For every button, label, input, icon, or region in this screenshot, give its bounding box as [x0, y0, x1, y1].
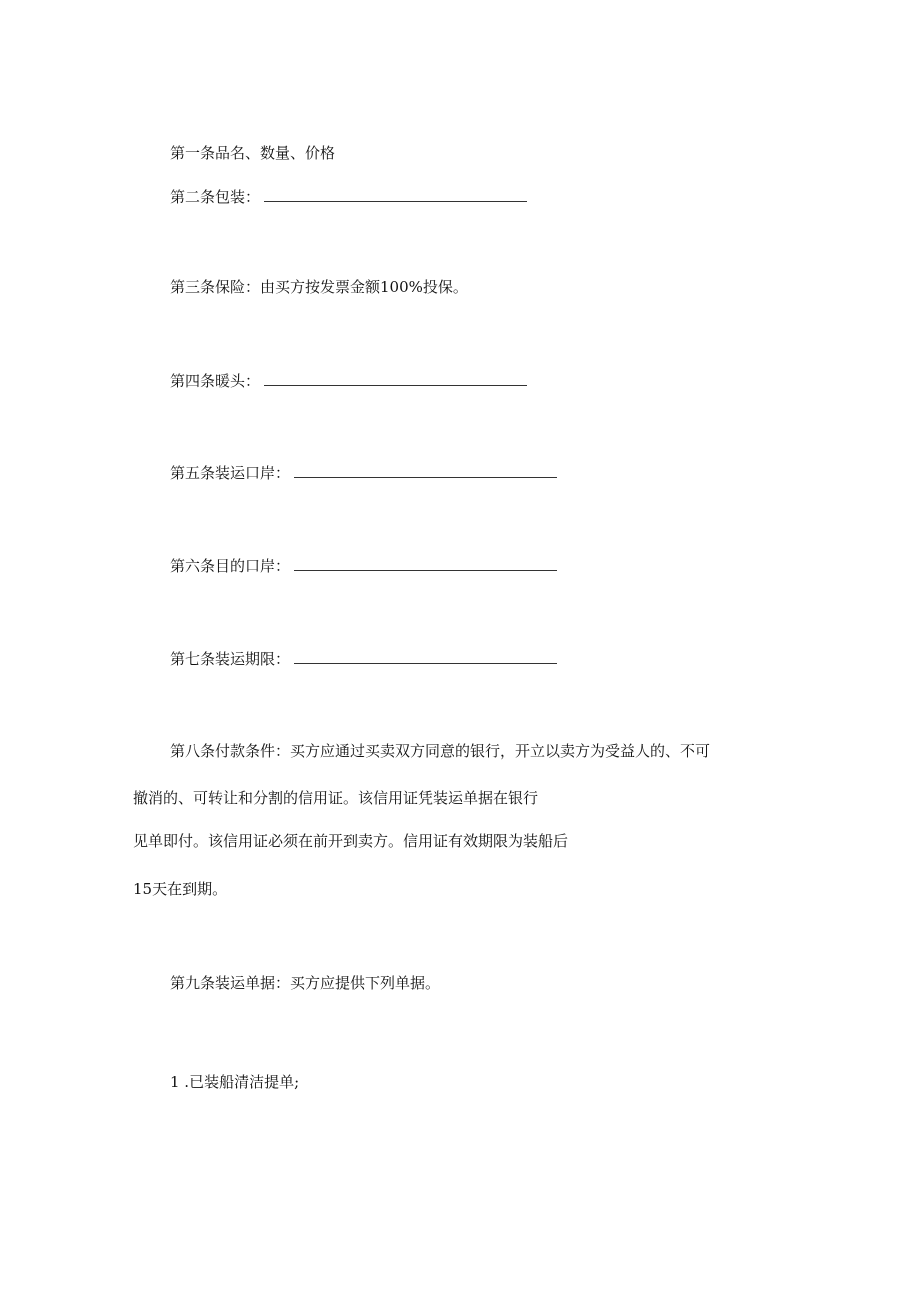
clause-9-shipping-documents: [170, 973, 440, 993]
clause-2-packaging: [170, 187, 527, 207]
clause-6-label: 第六条目的口岸：: [170, 557, 291, 575]
clause-8-text-2: 撤消的、可转让和分割的信用证。该信用证凭装运单据在银行: [133, 789, 539, 807]
document-list-item-1: [170, 1072, 299, 1092]
clause-4-blank-line: [264, 373, 527, 386]
clause-8-text-4: 15天在到期。: [133, 880, 228, 898]
shipment-period-blank-line: [294, 651, 557, 664]
clause-2-label: 第二条包装：: [170, 188, 261, 206]
clause-8-payment-line-3: [133, 831, 568, 851]
clause-3-insurance: [170, 277, 468, 297]
clause-9-text: 第九条装运单据：买方应提供下列单据。: [170, 974, 441, 992]
clause-8-payment-line-4: [133, 879, 227, 899]
clause-4-label: 第四条暖头：: [170, 372, 261, 390]
clause-1-heading: [170, 143, 335, 163]
clause-8-text-1: 第八条付款条件：买方应通过买卖双方同意的银行，开立以卖方为受益人的、不可: [170, 742, 711, 760]
destination-port-blank-line: [294, 558, 557, 571]
clause-7-label: 第七条装运期限：: [170, 650, 291, 668]
clause-4: [170, 371, 527, 391]
item-1-text: 1 .已装船清洁提单;: [170, 1073, 300, 1091]
clause-1-text: 第一条品名、数量、价格: [170, 144, 336, 162]
clause-5-loading-port: [170, 463, 557, 483]
clause-5-label: 第五条装运口岸：: [170, 464, 291, 482]
packaging-blank-line: [264, 189, 527, 202]
clause-3-text: 第三条保险：由买方按发票金额100%投保。: [170, 278, 468, 296]
clause-8-payment-line-1: [170, 741, 710, 761]
clause-6-destination-port: [170, 556, 557, 576]
loading-port-blank-line: [294, 465, 557, 478]
clause-8-text-3: 见单即付。该信用证必须在前开到卖方。信用证有效期限为装船后: [133, 832, 569, 850]
clause-7-shipment-period: [170, 649, 557, 669]
clause-8-payment-line-2: [133, 788, 538, 808]
